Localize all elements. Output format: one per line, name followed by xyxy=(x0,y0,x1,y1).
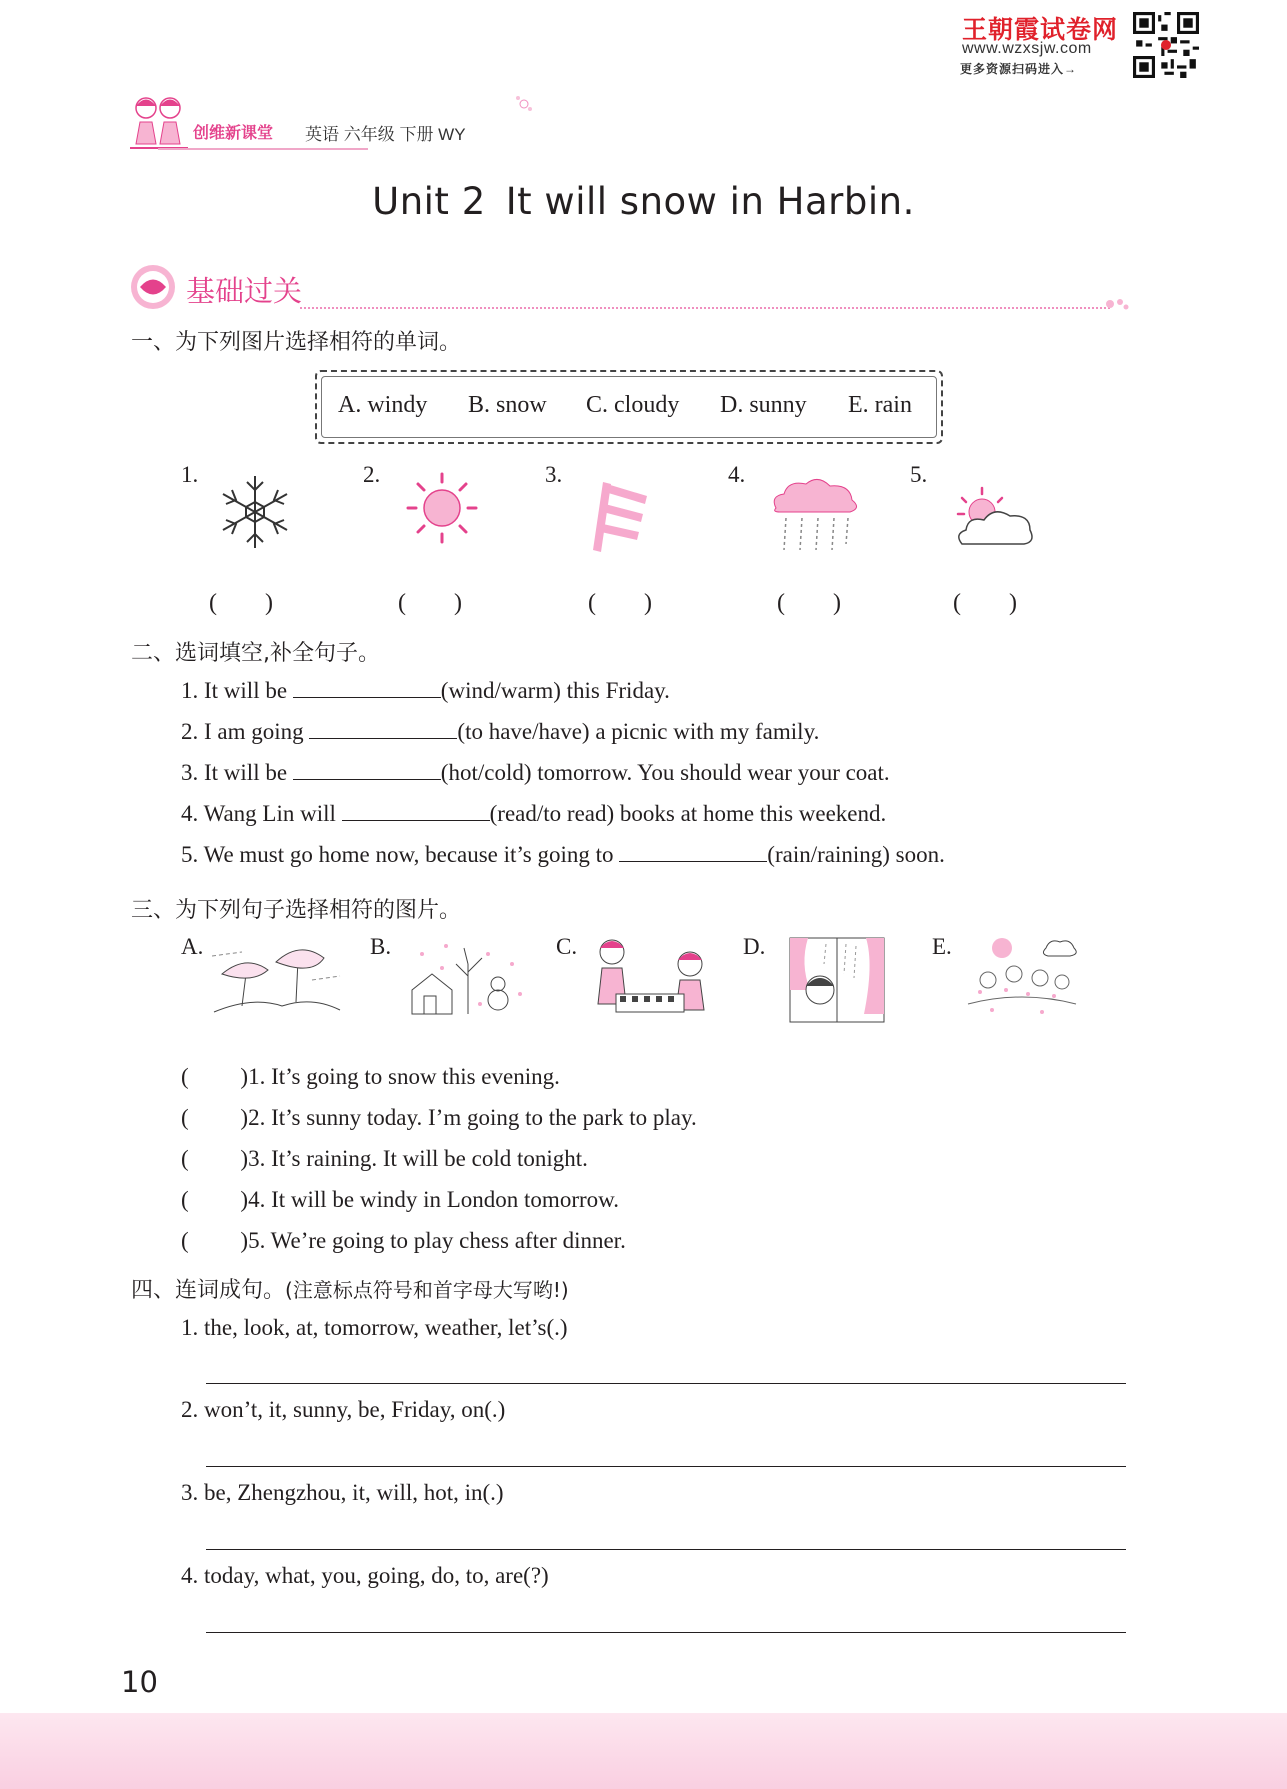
fill-sentence xyxy=(181,841,945,868)
sunny-park-picture xyxy=(962,934,1082,1020)
part4-title: 四、连词成句。 xyxy=(131,1278,286,1303)
wind-icon xyxy=(585,474,665,554)
brand-url[interactable]: www.wzxsjw.com xyxy=(962,40,1092,57)
fill-sentence xyxy=(181,800,886,827)
sentence-text: 4. Wang Lin will xyxy=(181,801,342,826)
reorder-words: 4. today, what, you, going, do, to, are(?) xyxy=(181,1563,549,1588)
match-sentence[interactable]: ( )2. It’s sunny today. I’m going to the park to play. xyxy=(181,1105,697,1130)
item-number: 1. xyxy=(181,462,199,487)
part4-heading xyxy=(131,1273,569,1304)
match-sentence[interactable]: ( )1. It’s going to snow this evening. xyxy=(181,1064,560,1089)
fill-blank[interactable] xyxy=(293,677,441,698)
answer-parentheses[interactable]: ( ) xyxy=(398,590,462,616)
series-name: 创维新课堂 xyxy=(193,125,274,142)
header-divider xyxy=(158,148,368,150)
rainy-window-picture xyxy=(786,934,888,1026)
sentence-text: 3. It will be xyxy=(181,760,293,785)
match-sentence[interactable]: ( )5. We’re going to play chess after dinner. xyxy=(181,1228,626,1253)
answer-parentheses[interactable]: ( ) xyxy=(777,590,841,616)
picture-label: A. xyxy=(181,934,204,959)
item-number: 4. xyxy=(728,462,746,487)
sentence-text: (wind/warm) this Friday. xyxy=(440,678,670,703)
windy-trees-picture xyxy=(212,940,342,1018)
part1-heading: 一、为下列图片选择相符的单词。 xyxy=(131,330,462,355)
snowflake-icon xyxy=(210,472,300,552)
picture-label: C. xyxy=(556,934,578,959)
fill-blank[interactable] xyxy=(619,841,767,862)
option-e: E. rain xyxy=(848,392,912,418)
answer-line[interactable] xyxy=(206,1632,1126,1633)
section-divider xyxy=(300,307,1110,309)
picture-label: D. xyxy=(743,934,766,959)
globe-badge-icon xyxy=(128,262,178,312)
book-info: 英语 六年级 下册 WY xyxy=(305,125,466,144)
cloudy-icon xyxy=(952,486,1036,552)
page-number: 10 xyxy=(121,1665,158,1699)
rain-cloud-icon xyxy=(766,474,862,554)
picture-label: E. xyxy=(932,934,952,959)
reorder-words: 3. be, Zhengzhou, it, will, hot, in(.) xyxy=(181,1480,504,1505)
answer-parentheses[interactable]: ( ) xyxy=(953,590,1017,616)
item-number: 3. xyxy=(545,462,563,487)
part3-heading: 三、为下列句子选择相符的图片。 xyxy=(131,898,462,923)
section-title: 基础过关 xyxy=(186,274,303,308)
option-d: D. sunny xyxy=(720,392,807,418)
answer-parentheses[interactable]: ( ) xyxy=(588,590,652,616)
option-b: B. snow xyxy=(468,392,547,418)
kids-mascot-icon xyxy=(126,88,192,154)
fill-blank[interactable] xyxy=(293,759,441,780)
fill-blank[interactable] xyxy=(342,800,490,821)
reorder-words: 1. the, look, at, tomorrow, weather, let’s(.) xyxy=(181,1315,568,1340)
sentence-text: 1. It will be xyxy=(181,678,293,703)
reorder-words: 2. won’t, it, sunny, be, Friday, on(.) xyxy=(181,1397,506,1422)
chess-children-picture xyxy=(590,934,716,1020)
answer-parentheses[interactable]: ( ) xyxy=(209,590,273,616)
item-number: 5. xyxy=(910,462,928,487)
fill-sentence xyxy=(181,759,890,786)
sun-icon xyxy=(404,470,480,546)
sentence-text: (read/to read) books at home this weekend. xyxy=(489,801,887,826)
part2-heading: 二、选词填空,补全句子。 xyxy=(131,641,380,666)
unit-title xyxy=(0,180,1287,223)
sentence-text: (rain/raining) soon. xyxy=(767,842,945,867)
fill-sentence xyxy=(181,718,819,745)
match-sentence[interactable]: ( )3. It’s raining. It will be cold tonight. xyxy=(181,1146,588,1171)
flower-decoration-icon xyxy=(512,92,536,116)
item-number: 2. xyxy=(363,462,381,487)
unit-name: It will snow in Harbin. xyxy=(505,180,915,223)
picture-label: B. xyxy=(370,934,392,959)
snowy-house-picture xyxy=(402,934,530,1020)
part4-note: (注意标点符号和首字母大写哟!) xyxy=(285,1278,569,1302)
sentence-text: 5. We must go home now, because it’s going to xyxy=(181,842,620,867)
dots-decoration-icon xyxy=(1104,294,1130,314)
unit-label: Unit 2 xyxy=(372,180,486,223)
qr-code-icon[interactable] xyxy=(1133,12,1199,78)
sentence-text: (to have/have) a picnic with my family. xyxy=(457,719,820,744)
brand-more-text: 更多资源扫码进入→ xyxy=(960,62,1078,76)
option-a: A. windy xyxy=(338,392,428,418)
footer-band xyxy=(0,1713,1287,1789)
sentence-text: 2. I am going xyxy=(181,719,310,744)
answer-line[interactable] xyxy=(206,1466,1126,1467)
brand-title: 王朝霞试卷网 xyxy=(962,16,1119,44)
option-c: C. cloudy xyxy=(586,392,680,418)
sentence-text: (hot/cold) tomorrow. You should wear your coat. xyxy=(440,760,890,785)
match-sentence[interactable]: ( )4. It will be windy in London tomorrow. xyxy=(181,1187,620,1212)
fill-blank[interactable] xyxy=(309,718,457,739)
answer-line[interactable] xyxy=(206,1549,1126,1550)
fill-sentence xyxy=(181,677,670,704)
answer-line[interactable] xyxy=(206,1383,1126,1384)
